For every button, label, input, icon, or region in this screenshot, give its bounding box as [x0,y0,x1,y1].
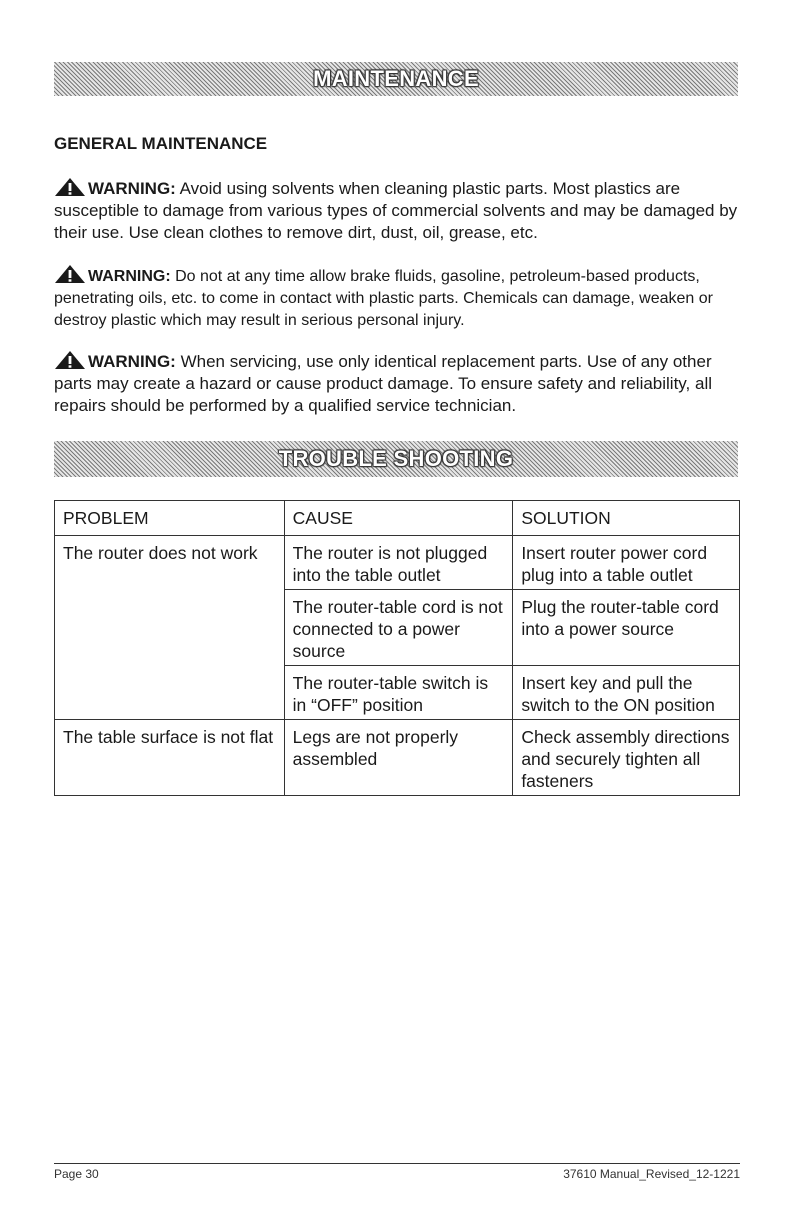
warning-text: Do not at any time allow brake fluids, gasoline, petroleum-based products, penetrating oils, etc. to come in contact with plastic parts. Chemicals can damage, weaken or destroy plastic which may result in serious personal injury. [54,268,713,329]
warning-triangle-icon [54,350,86,370]
footer-divider [54,1163,740,1164]
warning-paragraph [54,177,744,244]
maintenance-banner [54,62,738,96]
cause-cell: The router-table cord is not connected to a power source [284,590,513,666]
warning-text: Avoid using solvents when cleaning plastic parts. Most plastics are susceptible to damage from various types of commercial solvents and may be damaged by their use. Use clean clothes to remove dirt, dust, oil, grease, etc. [54,179,738,242]
cause-cell: Legs are not properly assembled [284,720,513,796]
troubleshooting-table [54,500,740,796]
maintenance-title: MAINTENANCE [313,66,479,91]
troubleshooting-title: TROUBLE SHOOTING [278,446,514,471]
warning-label: WARNING: [88,268,171,285]
warning-paragraph [54,264,744,332]
warning-label: WARNING: [88,179,176,198]
cause-cell: The router-table switch is in “OFF” position [284,666,513,720]
table-header-row [55,501,740,536]
warning-paragraph [54,350,744,417]
troubleshooting-banner [54,441,738,477]
solution-cell: Insert key and pull the switch to the ON position [513,666,740,720]
table-row [55,536,740,590]
header-problem: PROBLEM [55,501,285,536]
table-row [55,720,740,796]
warning-text: When servicing, use only identical replacement parts. Use of any other parts may create a hazard or cause product damage. To ensure safety and reliability, all repairs should be performed by a qualified service technician. [54,352,713,415]
header-cause: CAUSE [284,501,513,536]
problem-cell: The table surface is not flat [55,720,285,796]
solution-cell: Insert router power cord plug into a table outlet [513,536,740,590]
header-solution: SOLUTION [513,501,740,536]
warning-triangle-icon [54,264,86,284]
page-number: Page 30 [54,1167,99,1181]
solution-cell: Check assembly directions and securely tighten all fasteners [513,720,740,796]
solution-cell: Plug the router-table cord into a power source [513,590,740,666]
problem-cell: The router does not work [55,536,285,720]
general-maintenance-heading: GENERAL MAINTENANCE [54,134,268,153]
warning-label: WARNING: [88,352,176,371]
cause-cell: The router is not plugged into the table outlet [284,536,513,590]
warning-triangle-icon [54,177,86,197]
document-id: 37610 Manual_Revised_12-1221 [563,1167,740,1181]
